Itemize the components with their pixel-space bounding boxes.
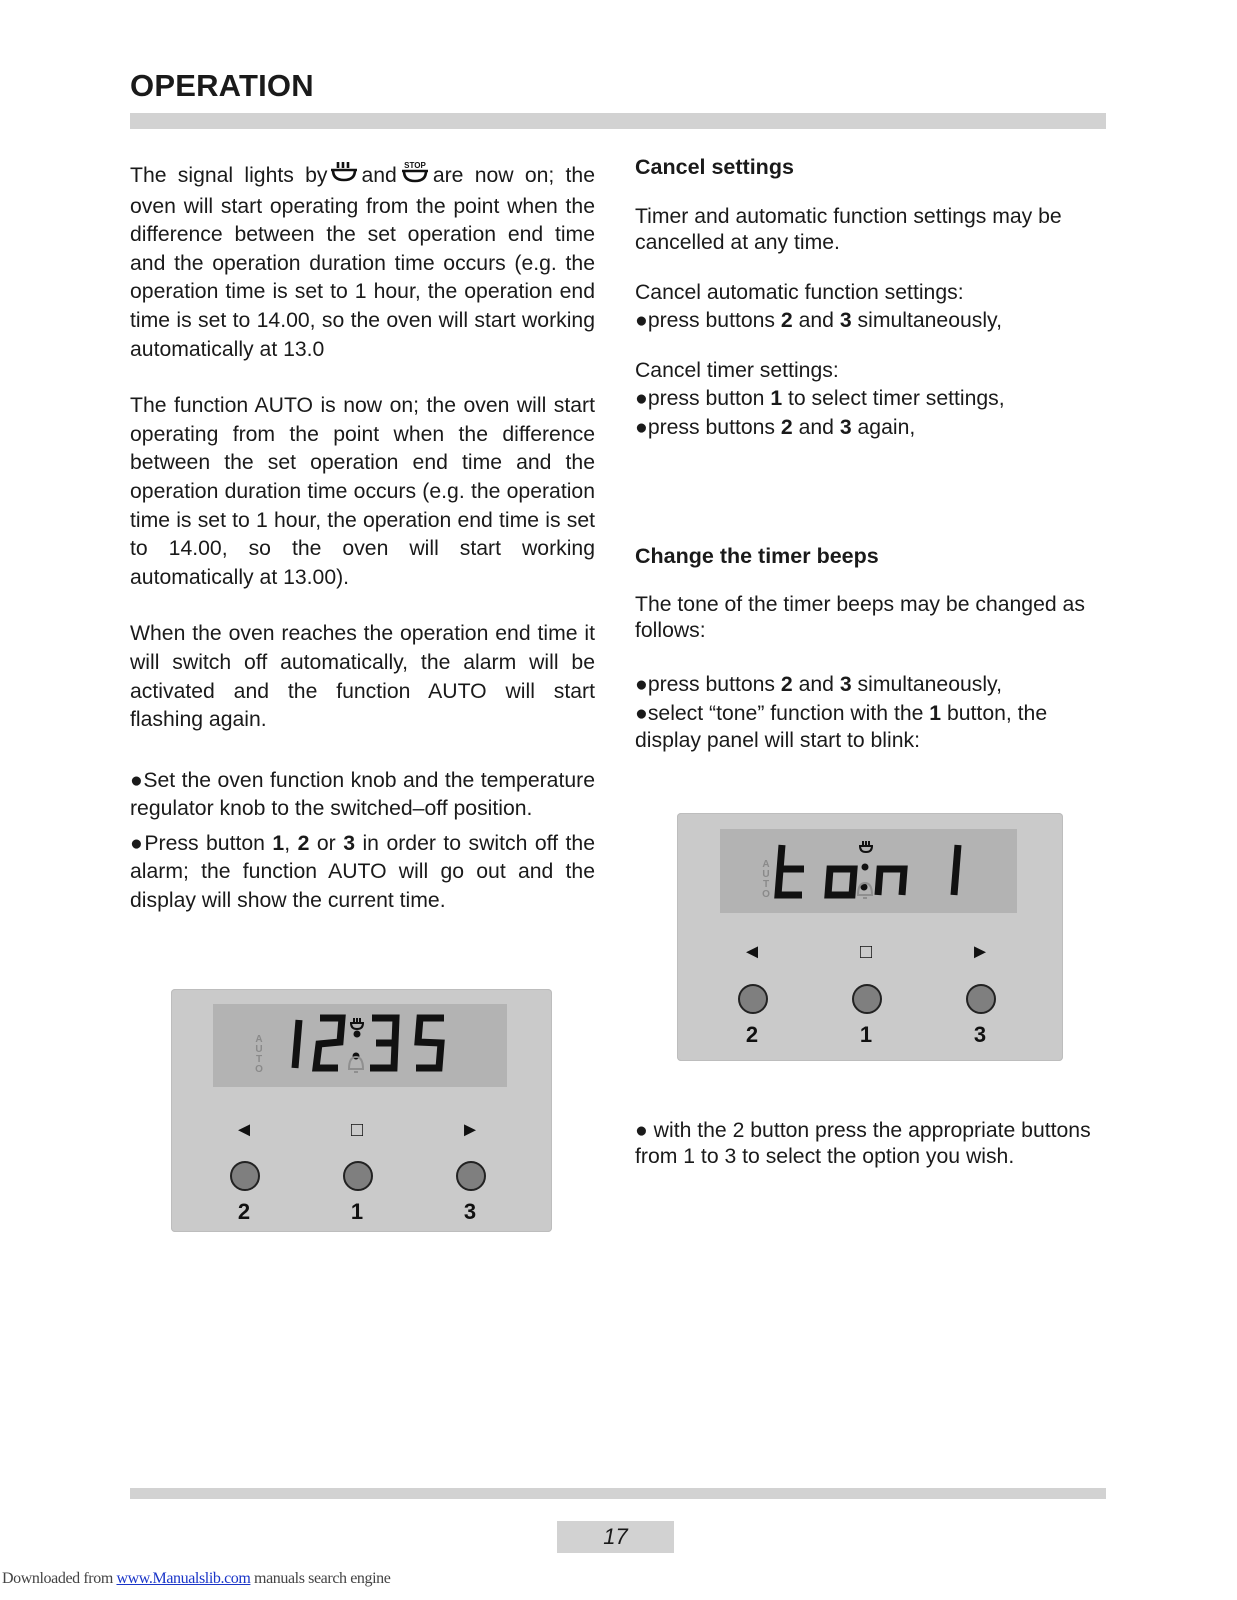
left-arrow-icon: ◄ (742, 941, 762, 963)
bullet-press-button: ● Press button 1, 2 or 3 in order to switch off the alarm; the function AUTO will go out and the display will show the current time. (130, 830, 595, 916)
right-arrow-icon: ► (970, 941, 990, 963)
button-1-label: 1 (859, 1022, 873, 1047)
svg-text:T: T (762, 879, 770, 890)
pot-indicator-icon (350, 1018, 364, 1029)
svg-text:A: A (255, 1034, 263, 1045)
end-time-paragraph: When the oven reaches the operation end time it will switch off automatically, the alarm will be activated and the function AUTO will start flashing again. (130, 622, 595, 732)
page-number: 17 (557, 1521, 674, 1553)
lcd-display (213, 1004, 507, 1087)
timer-beeps-heading: Change the timer beeps (635, 543, 879, 568)
footer-rule (130, 1488, 1106, 1499)
cancel-timer-label: Cancel timer settings: (635, 358, 839, 382)
lcd-digits (720, 829, 1017, 913)
pot-icon (329, 160, 359, 193)
header-rule (130, 113, 1106, 129)
manualslib-link[interactable]: www.Manualslib.com (116, 1570, 251, 1587)
left-column (130, 160, 595, 916)
cancel-timer-bullet-1: ● press button 1 to select timer settings, (635, 384, 1105, 414)
svg-text:A: A (762, 859, 770, 870)
signal-lights-paragraph: The signal lights by and STOP are now on; the oven will start operating from the point when the difference between the set operation end time and the operation duration time occurs (e.g. the operation time is set to 1 hour, the operation end time is set to 14.00, so the oven will start working automatically at 13.0 (130, 161, 595, 361)
beeps-bullet-1: ● press buttons 2 and 3 simultaneously, (635, 670, 1105, 700)
svg-text:T: T (255, 1054, 263, 1065)
button-3-label: 3 (463, 1199, 477, 1224)
button-2[interactable] (738, 984, 768, 1014)
page-title: OPERATION (130, 68, 314, 103)
stop-pot-icon (399, 160, 431, 193)
lcd-display (720, 829, 1017, 913)
download-footer: Downloaded from www.Manualslib.com manuals search engine (2, 1570, 391, 1587)
button-2-label: 2 (237, 1199, 251, 1224)
cancel-intro: Timer and automatic function settings may be cancelled at any time. (635, 204, 1062, 254)
right-arrow-icon: ► (460, 1119, 480, 1141)
svg-text:O: O (255, 1064, 263, 1075)
select-option-paragraph: ● with the 2 button press the appropriate buttons from 1 to 3 to select the option you wish. (635, 1119, 1091, 1168)
button-3-label: 3 (973, 1022, 987, 1047)
beeps-intro: The tone of the timer beeps may be changed as follows: (635, 593, 1085, 643)
svg-text:U: U (762, 869, 770, 880)
button-2[interactable] (230, 1161, 260, 1191)
clock-panel-right (677, 813, 1063, 1061)
left-arrow-icon: ◄ (234, 1119, 254, 1141)
auto-indicator (762, 859, 770, 900)
svg-text:STOP: STOP (404, 161, 426, 170)
cancel-auto-bullet: ● press buttons 2 and 3 simultaneously, (635, 306, 1105, 336)
pot-indicator-icon (859, 841, 873, 852)
right-column (635, 153, 1105, 754)
button-1[interactable] (343, 1161, 373, 1191)
lcd-digits (213, 1004, 507, 1087)
auto-on-paragraph: The function AUTO is now on; the oven will start operating from the point when the difference between the set operation end time and the operation duration time occurs (e.g. the operation time is set to 1 hour, the operation end time is set to 14.00, so the oven will start working automatically at 13.00). (130, 394, 595, 589)
cancel-settings-heading: Cancel settings (635, 155, 794, 179)
cancel-timer-bullet-2: ● press buttons 2 and 3 again, (635, 414, 1105, 442)
cancel-auto-label: Cancel automatic function settings: (635, 280, 964, 304)
button-2-label: 2 (745, 1022, 759, 1047)
svg-text:O: O (762, 889, 770, 900)
auto-indicator (255, 1034, 263, 1075)
button-1-label: 1 (350, 1199, 364, 1224)
button-3[interactable] (456, 1161, 486, 1191)
button-3[interactable] (966, 984, 996, 1014)
square-icon: □ (859, 941, 873, 963)
button-1[interactable] (852, 984, 882, 1014)
beeps-bullet-2: ● select “tone” function with the 1 button, the display panel will start to blink: (635, 700, 1105, 754)
svg-text:U: U (255, 1044, 263, 1055)
bullet-set-knobs: ● Set the oven function knob and the temperature regulator knob to the switched–off position. (130, 767, 595, 824)
clock-panel-left (171, 989, 552, 1232)
square-icon: □ (350, 1119, 364, 1141)
